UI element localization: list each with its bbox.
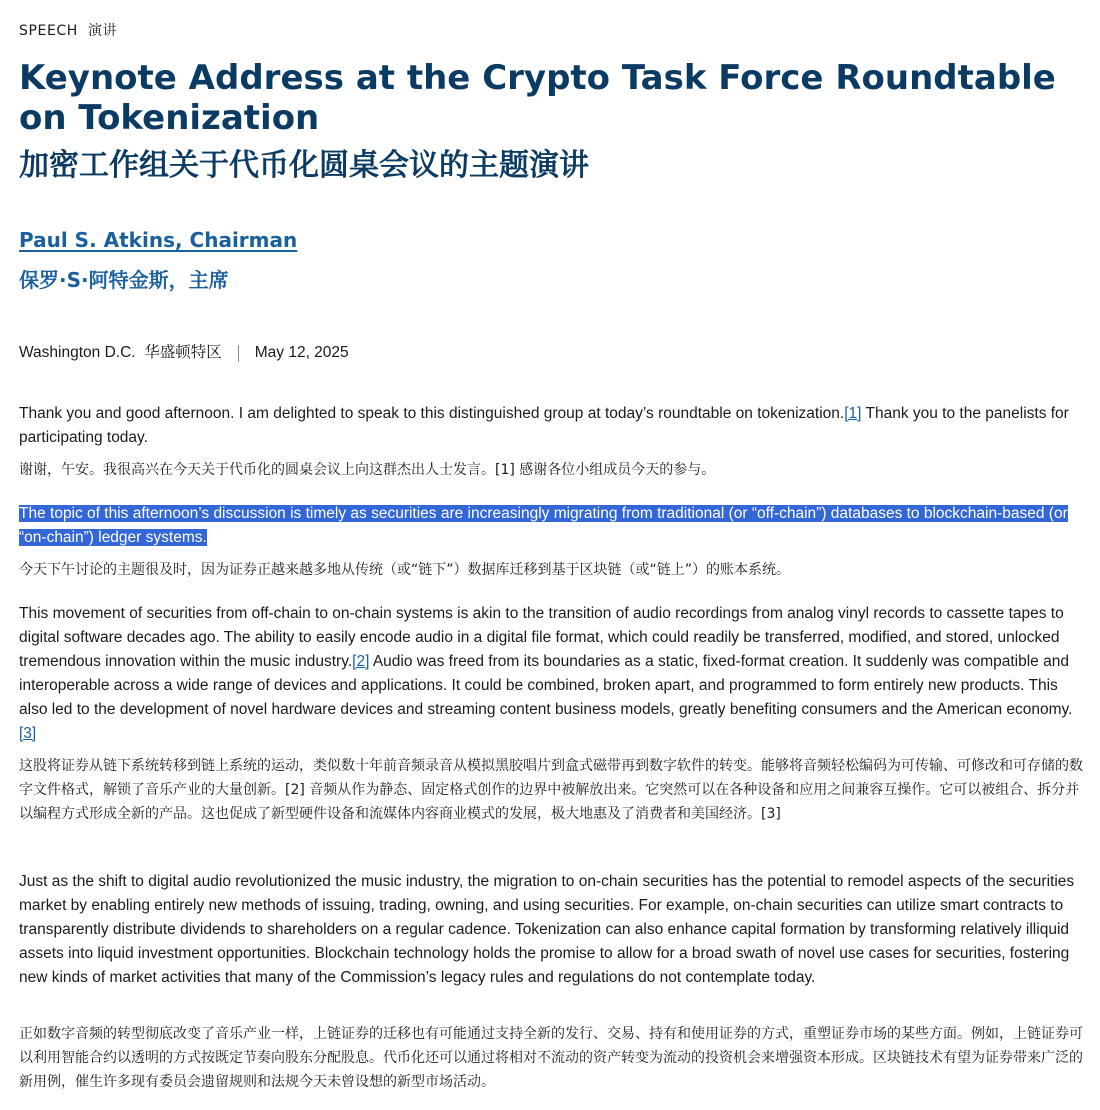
paragraph-3-text-b: Audio was freed from its boundaries as a static, fixed-format creation. It suddenly was compatible and interoperable across a wide range of devices and applications. It could be combined, broken apart, and programmed to form entirely new products. This also led to the development of novel hardware devices and streaming content business models, greatly benefiting consumers and the American economy.: [19, 653, 1073, 718]
location-zh: 华盛顿特区: [144, 344, 222, 361]
paragraph-1-zh: 谢谢，午安。我很高兴在今天关于代币化的圆桌会议上向这群杰出人士发言。[1] 感谢各位小组成员今天的参与。: [19, 462, 716, 478]
location: Washington D.C.: [19, 344, 136, 361]
footnote-link-2[interactable]: [2]: [352, 653, 370, 670]
content-type-zh: 演讲: [88, 23, 118, 39]
paragraph-3-text-a: This movement of securities from off-chain to on-chain systems is akin to the transition of audio recordings from analog vinyl records to cassette tapes to digital software decades ago. The ability to easily encode audio in a digital file format, which could readily be transferred, modified, and stored, unlocked tremendous innovation within the music industry.: [19, 605, 1064, 670]
paragraph-2-zh: 今天下午讨论的主题很及时，因为证券正越来越多地从传统（或“链下”）数据库迁移到基于区块链（或“链上”）的账本系统。: [19, 562, 791, 578]
speech-meta: [19, 342, 349, 364]
content-type-label: [19, 20, 117, 40]
paragraph-1-text-a: Thank you and good afternoon. I am delighted to speak to this distinguished group at today’s roundtable on tokenization.: [19, 405, 845, 422]
paragraph-4-zh: 正如数字音频的转型彻底改变了音乐产业一样，上链证券的迁移也有可能通过支持全新的发行、交易、持有和使用证券的方式，重塑证券市场的某些方面。例如，上链证券可以利用智能合约以透明的方式按既定节奏向股东分配股息。代币化还可以通过将相对不流动的资产转变为流动的投资机会来增强资本形成。区块链技术有望为证券带来广泛的新用例，催生许多现有委员会遗留规则和法规今天未曾设想的新型市场活动。: [19, 1026, 1083, 1090]
speech-date: May 12, 2025: [254, 344, 349, 361]
paragraph-4: Just as the shift to digital audio revolutionized the music industry, the migration to on-chain securities has the potential to remodel aspects of the securities market by enabling entirely new methods of issuing, trading, owning, and using securities. For example, on-chain securities can utilize smart contracts to transparently distribute dividends to shareholders on a regular cadence. Tokenization can also enhance capital formation by transforming relatively illiquid assets into liquid investment opportunities. Blockchain technology holds the promise to allow for a broad swath of novel use cases for securities, fostering new kinds of market activities that many of the Commission’s legacy rules and regulations do not contemplate today.: [19, 873, 1075, 986]
paragraph-1: [19, 402, 1089, 450]
footnote-link-3[interactable]: [3]: [19, 725, 37, 742]
meta-divider: [238, 345, 239, 362]
paragraph-3: [19, 602, 1089, 746]
author-name-zh: 保罗·S·阿特金斯，主席: [19, 268, 229, 292]
paragraph-2: [19, 502, 1089, 550]
footnote-link-1[interactable]: [1]: [844, 405, 862, 422]
selected-text[interactable]: The topic of this afternoon’s discussion is timely as securities are increasingly migrating from traditional (or “off-chain”) databases to blockchain-based (or “on-chain”) ledger systems.: [19, 505, 1068, 546]
paragraph-3-zh: 这股将证券从链下系统转移到链上系统的运动，类似数十年前音频录音从模拟黑胶唱片到盒式磁带再到数字软件的转变。能够将音频轻松编码为可传输、可修改和可存储的数字文件格式，解锁了音乐产业的大量创新。[2] 音频从作为静态、固定格式创作的边界中被解放出来。它突然可以在各种设备和应用之间兼容互操作。它可以被组合、拆分并以编程方式形成全新的产品。这也促成了新型硬件设备和流媒体内容商业模式的发展，极大地惠及了消费者和美国经济。[3]: [19, 758, 1083, 822]
page-title: Keynote Address at the Crypto Task Force Roundtable on Tokenization: [19, 58, 1056, 138]
content-type-en: SPEECH: [19, 23, 78, 39]
paragraph-1-text-b: Thank you to the panelists for participating today.: [19, 405, 1069, 446]
author-link[interactable]: Paul S. Atkins, Chairman: [19, 228, 298, 252]
page-title-zh: 加密工作组关于代币化圆桌会议的主题演讲: [19, 148, 589, 183]
